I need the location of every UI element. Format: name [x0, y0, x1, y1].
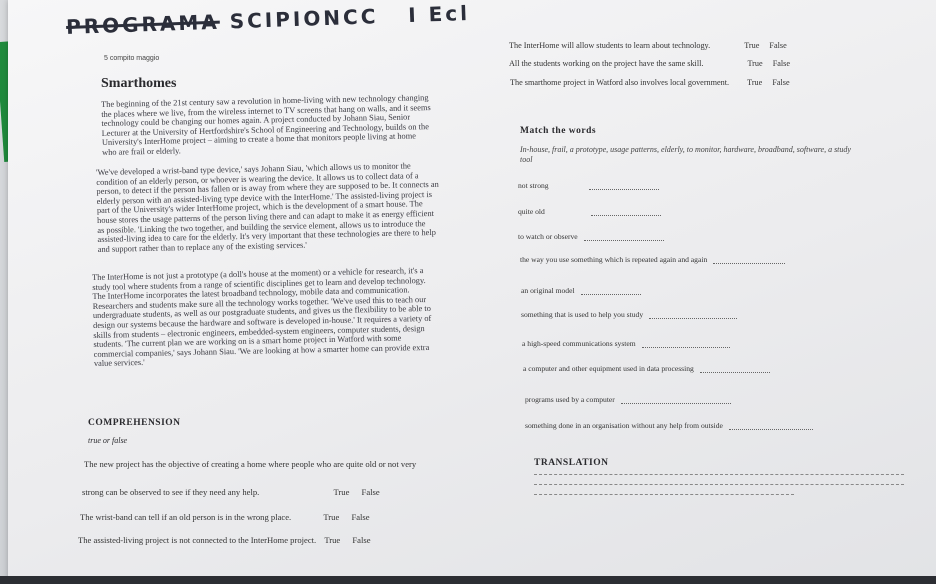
tf-question-4-true[interactable]: True: [744, 41, 760, 50]
comprehension-subheading: true or false: [88, 436, 128, 445]
definition-5: [521, 286, 641, 295]
definition-3-text: to watch or observe: [518, 232, 578, 241]
handwritten-header: [66, 1, 471, 39]
answer-line[interactable]: [589, 181, 659, 190]
tf-question-5-true[interactable]: True: [747, 59, 763, 68]
definition-8: [523, 364, 770, 373]
page-title: Smarthomes: [101, 76, 177, 91]
handwritten-class: I Ecl: [407, 0, 471, 28]
definition-10-text: something done in an organisation without any help from outside: [525, 421, 723, 430]
answer-line[interactable]: [700, 364, 770, 373]
tf-question-3-text: The assisted-living project is not connected to the InterHome project.: [78, 535, 317, 545]
paragraph-3: The InterHome is not just a prototype (a doll's house at the moment) or a vehicle for research, it's a study tool where students from a range of scientific disciplines get to learn and develop technology. The InterHome incorporates the latest broadband technology, mobile data and communication. Researchers and students make sure all the technology works together. 'We've used this to teach our undergraduate students, as well as our postgraduate students, and gives us the flexibility to be able to design our systems because the hardware and software is developed in-house.' It requires a variety of skills from students – electronic engineers, embedded-system engineers, computer students, design students. 'The current plan we are working on is a smart home project in Watford with some commercial companies,' says Johann Siau. 'We are looking at how a smarter home can provide extra value services.': [92, 266, 432, 369]
definition-6: [521, 310, 737, 319]
answer-line[interactable]: [621, 395, 731, 404]
tf-question-6-true[interactable]: True: [747, 78, 763, 87]
definition-8-text: a computer and other equipment used in data processing: [523, 364, 694, 373]
handwritten-scribble: PROGRAMA: [65, 9, 221, 40]
tf-question-6-false[interactable]: False: [772, 78, 790, 87]
definition-9-text: programs used by a computer: [525, 395, 615, 404]
small-note: 5 compito maggio: [104, 55, 160, 62]
tf-question-2-true[interactable]: True: [323, 512, 340, 522]
definition-1-text: not strong: [518, 181, 549, 190]
tf-question-5-text: All the students working on the project have the same skill.: [509, 59, 704, 68]
definition-4-text: the way you use something which is repeated again and again: [520, 255, 708, 264]
tf-question-3-false[interactable]: False: [352, 535, 371, 545]
definition-5-text: an original model: [521, 286, 575, 295]
answer-line[interactable]: [581, 286, 641, 295]
definition-9: [525, 395, 731, 404]
definition-1: [518, 181, 659, 190]
bottom-edge: [0, 576, 936, 584]
tf-question-5: [509, 59, 790, 68]
definition-4: [520, 255, 785, 264]
translation-line-3[interactable]: [534, 494, 794, 495]
translation-line-2[interactable]: [534, 484, 904, 485]
match-heading: Match the words: [520, 126, 597, 136]
answer-line[interactable]: [584, 232, 664, 241]
definition-6-text: something that is used to help you study: [521, 310, 644, 319]
worksheet-paper: [8, 0, 936, 584]
tf-question-2: [80, 512, 370, 522]
tf-question-5-false[interactable]: False: [772, 59, 790, 68]
tf-question-4-false[interactable]: False: [769, 41, 787, 50]
handwritten-name: SCIPIONCC: [229, 4, 379, 34]
match-word-bank: In-house, frail, a prototype, usage patterns, elderly, to monitor, hardware, broadband, software, a study tool: [520, 145, 851, 164]
tf-question-6: [510, 78, 790, 87]
paragraph-1: The beginning of the 21st century saw a revolution in home-living with new technology changing the places where we live, from the wireless internet to TV screens that hang on walls, and it seems technology could be changing our homes again. A project conducted by Johann Siau, Senior Lecturer at the University of Hertfordshire's School of Engineering and Technology, builds on the University's InterHome project – aiming to create a home that monitors people living at home who are frail or elderly.: [101, 93, 431, 157]
definition-2-text: quite old: [518, 207, 545, 216]
tf-question-3-true[interactable]: True: [324, 535, 341, 545]
tf-question-1-true[interactable]: True: [333, 487, 350, 497]
answer-line[interactable]: [642, 339, 730, 348]
paragraph-2: 'We've developed a wrist-band type device,' says Johann Siau, 'which allows us to monitor the condition of an elderly person, or whoever is wearing the device. It allows us to collect data of a person, to detect if the person has fallen or is away from where they are supposed to be. It connects an elderly person with an assisted-living type device with the InterHome.' The assisted-living project is part of the University's wider InterHome project, which is the development of a smart house. The house stores the usage patterns of the person living there and can adapt to make it as energy efficient as possible. 'Linking the two together, and building the service element, allows us to introduce the assisted-living idea to care for the elderly. It's very important that these technologies are there to help and support rather than to replace any of the existing services.': [96, 161, 439, 254]
tf-question-1-false[interactable]: False: [361, 487, 380, 497]
answer-line[interactable]: [729, 421, 813, 430]
tf-question-1: [82, 487, 380, 497]
translation-line-1[interactable]: [534, 474, 904, 475]
definition-10: [525, 421, 813, 430]
answer-line[interactable]: [713, 255, 785, 264]
definition-2: [518, 207, 661, 216]
comprehension-intro: The new project has the objective of creating a home where people who are quite old or not very: [84, 459, 417, 469]
definition-3: [518, 232, 664, 241]
tf-question-2-false[interactable]: False: [351, 512, 370, 522]
definition-7: [522, 339, 730, 348]
comprehension-heading: COMPREHENSION: [88, 418, 181, 428]
translation-heading: TRANSLATION: [534, 458, 609, 468]
answer-line[interactable]: [649, 310, 737, 319]
answer-line[interactable]: [591, 207, 661, 216]
tf-question-4: [509, 41, 787, 50]
tf-question-4-text: The InterHome will allow students to learn about technology.: [509, 41, 711, 50]
tf-question-3: [78, 535, 371, 545]
definition-7-text: a high-speed communications system: [522, 339, 636, 348]
tf-question-1-text: strong can be observed to see if they need any help.: [82, 487, 260, 497]
tf-question-6-text: The smarthome project in Watford also involves local government.: [510, 78, 730, 87]
tf-question-2-text: The wrist-band can tell if an old person is in the wrong place.: [80, 512, 292, 522]
